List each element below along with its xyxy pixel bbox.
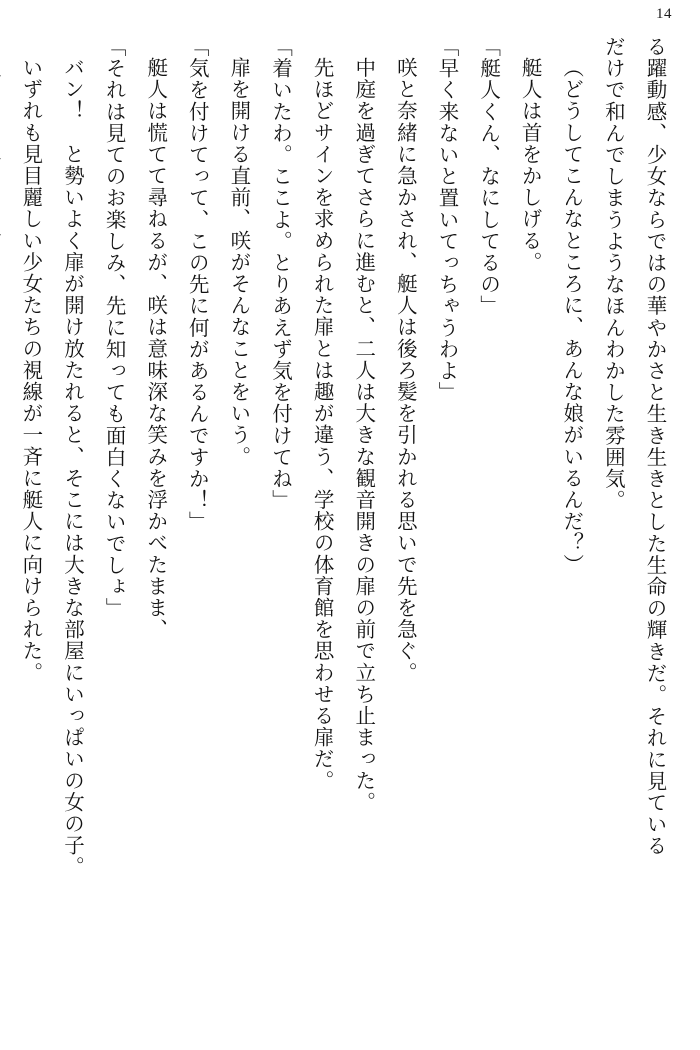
text-line [0, 36, 8, 1020]
text-line: 扉を開ける直前、咲がそんなことをいう。 [226, 56, 249, 467]
vertical-text-body [18, 36, 674, 1020]
text-line: 先ほどサインを求められた扉とは趣が違う、学校の体育館を思わせる扉だ。 [310, 56, 333, 791]
text-line: バン！ と勢いよく扉が開け放たれると、そこには大きな部屋にいっぱいの女の子。 [60, 56, 83, 878]
text-line: 咲と奈緒に急かされ、艇人は後ろ髪を引かれる思いで先を急ぐ。 [393, 56, 416, 683]
text-line: 「艇人くん、なにしてるの」 [476, 36, 499, 317]
page-number: 14 [656, 6, 672, 22]
text-line: 「それは見てのお楽しみ、先に知っても面白くないでしょ」 [102, 36, 125, 620]
text-line: 「着いたわ。ここよ。とりあえず気を付けてね」 [268, 36, 291, 512]
text-line: 艇人は首をかしげる。 [518, 56, 541, 273]
text-line: だけで和んでしまうようなほんわかした雰囲気。 [601, 36, 624, 512]
text-line: いずれも見目麗しい少女たちの視線が一斉に艇人に向けられた。 [18, 56, 41, 683]
text-line: る躍動感、少女ならではの華やかさと生き生きとした生命の輝きだ。それに見ている [643, 36, 665, 857]
text-line: 「気を付けてって、この先に何があるんですか！」 [185, 36, 208, 533]
text-line: 艇人は慌てて尋ねるが、咲は意味深な笑みを浮かべたまま、 [143, 56, 166, 640]
text-line: （どうしてこんなところに、あんな娘がいるんだ？） [559, 56, 582, 575]
text-line: 中庭を過ぎてさらに進むと、二人は大きな観音開きの扉の前で立ち止まった。 [351, 56, 374, 813]
text-line: 「早く来ないと置いてっちゃうわよ」 [434, 36, 457, 404]
